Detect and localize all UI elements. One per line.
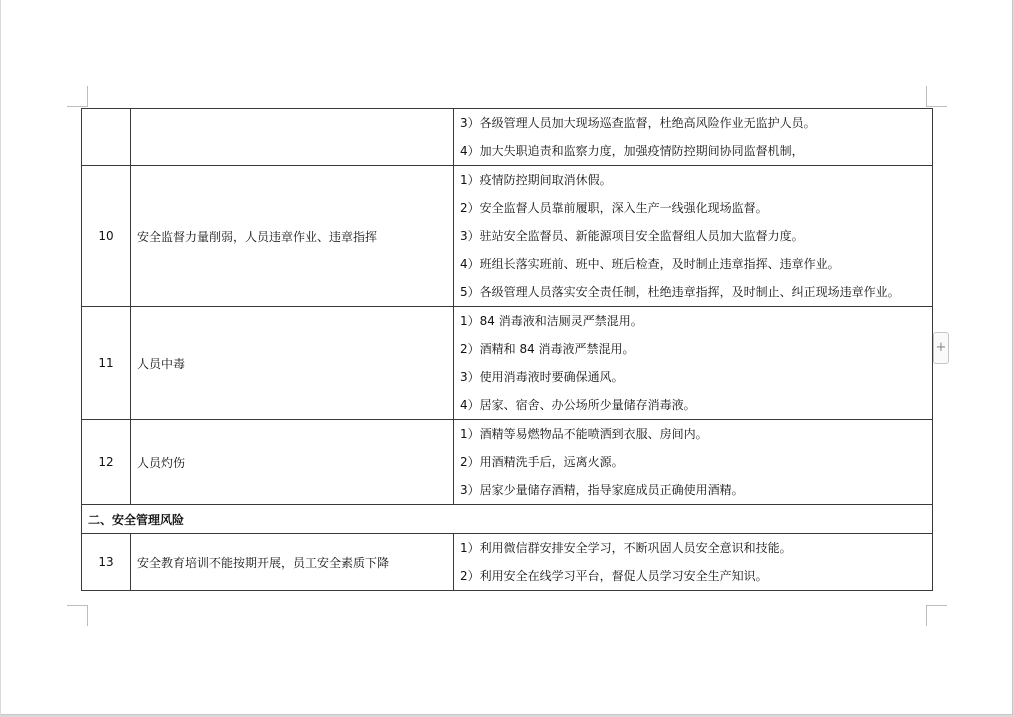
measure-item: 3）各级管理人员加大现场巡查监督，杜绝高风险作业无监护人员。 xyxy=(460,116,816,130)
measure-item: 2）用酒精洗手后，远离火源。 xyxy=(460,455,624,469)
risk-cell: 安全教育培训不能按期开展，员工安全素质下降 xyxy=(131,534,454,591)
margin-corner-top-right xyxy=(926,86,947,107)
measure-item: 3）使用消毒液时要确保通风。 xyxy=(460,370,624,384)
risk-cell xyxy=(131,109,454,166)
row-number-cell: 13 xyxy=(82,534,131,591)
measure-item: 4）加大失职追责和监察力度，加强疫情防控期间协同监督机制， xyxy=(460,144,804,158)
measure-item: 5）各级管理人员落实安全责任制，杜绝违章指挥，及时制止、纠正现场违章作业。 xyxy=(460,285,900,299)
table-row xyxy=(82,166,933,307)
measure-item: 2）酒精和 84 消毒液严禁混用。 xyxy=(460,342,635,356)
table-row xyxy=(82,109,933,166)
row-number-cell xyxy=(82,109,131,166)
row-number-cell: 12 xyxy=(82,420,131,505)
margin-corner-bottom-left xyxy=(67,605,88,626)
section-heading: 二、安全管理风险 xyxy=(82,505,933,534)
measures-cell xyxy=(454,534,933,591)
section-row xyxy=(82,505,933,534)
table-row xyxy=(82,420,933,505)
measure-item: 3）居家少量储存酒精，指导家庭成员正确使用酒精。 xyxy=(460,483,744,497)
measures-cell xyxy=(454,420,933,505)
measures-cell xyxy=(454,109,933,166)
measure-item: 1）酒精等易燃物品不能喷洒到衣服、房间内。 xyxy=(460,427,708,441)
risk-cell: 人员灼伤 xyxy=(131,420,454,505)
table-row xyxy=(82,534,933,591)
measure-item: 2）利用安全在线学习平台，督促人员学习安全生产知识。 xyxy=(460,569,768,583)
measure-item: 1）利用微信群安排安全学习，不断巩固人员安全意识和技能。 xyxy=(460,541,792,555)
margin-corner-bottom-right xyxy=(926,605,947,626)
plus-icon: + xyxy=(935,340,947,355)
measure-item: 1）84 消毒液和洁厕灵严禁混用。 xyxy=(460,314,643,328)
margin-corner-top-left xyxy=(67,86,88,107)
row-number-cell: 11 xyxy=(82,307,131,420)
measure-item: 4）居家、宿舍、办公场所少量储存消毒液。 xyxy=(460,398,696,412)
row-number-cell: 10 xyxy=(82,166,131,307)
measure-item: 3）驻站安全监督员、新能源项目安全监督组人员加大监督力度。 xyxy=(460,229,804,243)
table-row xyxy=(82,307,933,420)
measures-cell xyxy=(454,307,933,420)
risk-cell: 安全监督力量削弱，人员违章作业、违章指挥 xyxy=(131,166,454,307)
measure-item: 2）安全监督人员靠前履职，深入生产一线强化现场监督。 xyxy=(460,201,768,215)
measure-item: 4）班组长落实班前、班中、班后检查，及时制止违章指挥、违章作业。 xyxy=(460,257,840,271)
risk-cell: 人员中毒 xyxy=(131,307,454,420)
add-row-button[interactable] xyxy=(933,332,949,364)
measures-cell xyxy=(454,166,933,307)
measure-item: 1）疫情防控期间取消休假。 xyxy=(460,173,612,187)
risk-measures-table xyxy=(81,108,933,591)
